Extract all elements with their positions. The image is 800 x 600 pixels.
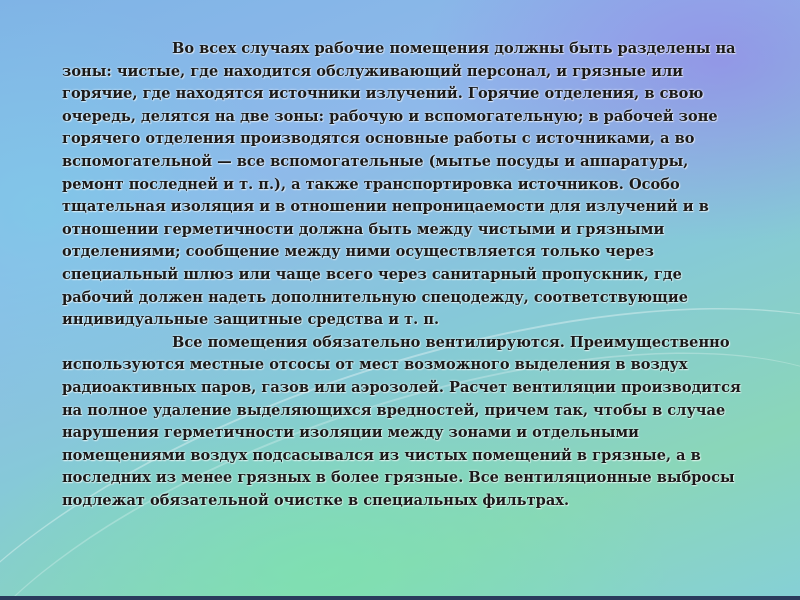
paragraph-work-zones: Во всех случаях рабочие помещения должны быть разделены на зоны: чистые, где находится обслуживающий персонал, и грязные или горячие, где находятся источники излучений. Горячие отделения, в свою очередь, делятся на две зоны: рабочую и вспомогательную; в рабочей зоне горячего отделения производятся основные работы с источниками, а во вспомогательной — все вспомогательные (мытье посуды и аппаратуры, ремонт последней и т. п.), а также транспортировка источников. Особо тщательная изоляция и в отношении непроницаемости для излучений и в отношении герметичности должна быть между чистыми и грязными отделениями; сообщение между ними осуществляется только через специальный шлюз или чаще всего через санитарный пропускник, где рабочий должен надеть дополнительную спецодежду, соответствующие индивидуальные защитные средства и т. п.: [62, 40, 736, 329]
slide-text: [62, 38, 752, 512]
bottom-bar: [0, 596, 800, 600]
paragraph-ventilation: Все помещения обязательно вентилируются. Преимущественно используются местные отсосы от мест возможного выделения в воздух радиоактивных паров, газов или аэрозолей. Расчет вентиляции производится на полное удаление выделяющихся вредностей, причем так, чтобы в случае нарушения герметичности изоляции между зонами и отдельными помещениями воздух подсасывался из чистых помещений в грязные, а в последних из менее грязных в более грязные. Все вентиляционные выбросы подлежат обязательной очистке в специальных фильтрах.: [62, 333, 741, 509]
